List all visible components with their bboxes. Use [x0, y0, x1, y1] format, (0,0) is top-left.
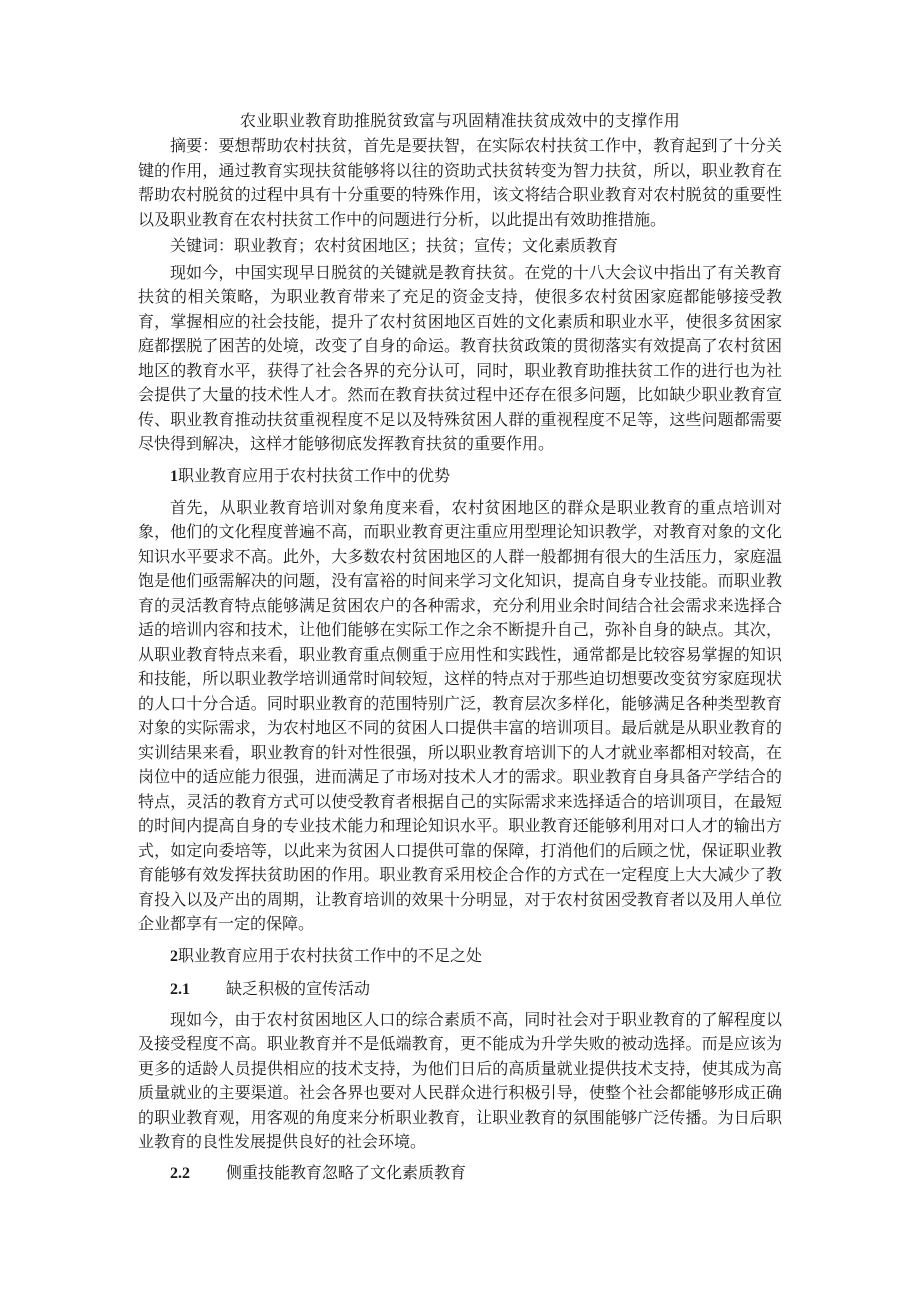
- section-2-number: 2: [170, 947, 178, 965]
- subsection-2-1-number: 2.1: [170, 980, 190, 998]
- section-2-title: 职业教育应用于农村扶贫工作中的不足之处: [178, 945, 483, 965]
- section-1-heading: [138, 463, 782, 490]
- section-1-body: 首先，从职业教育培训对象角度来看，农村贫困地区的群众是职业教育的重点培训对象，他们的文化程度普遍不高，而职业教育更注重应用型理论知识教学，对教育对象的文化知识水平要求不高。此外，大多数农村贫困地区的人群一般都拥有很大的生活压力，家庭温饱是他们亟需解决的问题，没有富裕的时间来学习文化知识，提高自身专业技能。而职业教育的灵活教育特点能够满足贫困农户的各种需求，充分利用业余时间结合社会需求来选择合适的培训内容和技术，让他们能够在实际工作之余不断提升自己，弥补自身的缺点。其次，从职业教育特点来看，职业教育重点侧重于应用性和实践性，通常都是比较容易掌握的知识和技能，所以职业教学培训通常时间较短，这样的特点对于那些迫切想要改变贫穷家庭现状的人口十分合适。同时职业教育的范围特别广泛，教育层次多样化，能够满足各种类型教育对象的实际需求，为农村地区不同的贫困人口提供丰富的培训项目。最后就是从职业教育的实训结果来看，职业教育的针对性很强，所以职业教育培训下的人才就业率都相对较高，在岗位中的适应能力很强，进而满足了市场对技术人才的需求。职业教育自身具备产学结合的特点，灵活的教育方式可以使受教育者根据自己的实际需求来选择适合的培训项目，在最短的时间内提高自身的专业技术能力和理论知识水平。职业教育还能够利用对口人才的输出方式，如定向委培等，以此来为贫困人口提供可靠的保障，打消他们的后顾之忧，保证职业教育能够有效发挥扶贫助困的作用。职业教育采用校企合作的方式在一定程度上大大减少了教育投入以及产出的周期，让教育培训的效果十分明显，对于农村贫困受教育者以及用人单位企业都享有一定的保障。: [138, 497, 782, 933]
- abstract-paragraph: 摘要：要想帮助农村扶贫，首先是要扶智，在实际农村扶贫工作中，教育起到了十分关键的作用，通过教育实现扶贫能够将以往的资助式扶贫转变为智力扶贫，所以，职业教育在帮助农村脱贫的过程中具有十分重要的特殊作用，该文将结合职业教育对农村脱贫的重要性以及职业教育在农村扶贫工作中的问题进行分析，以此提出有效助推措施。: [138, 136, 782, 229]
- subsection-2-1-heading: [138, 976, 782, 1003]
- subsection-2-1-title: 缺乏积极的宣传活动: [226, 978, 371, 998]
- subsection-2-2-heading: [138, 1160, 782, 1187]
- subsection-2-1-body: 现如今，由于农村贫困地区人口的综合素质不高，同时社会对于职业教育的了解程度以及接受程度不高。职业教育并不是低端教育，更不能成为升学失败的被动选择。而是应该为更多的适龄人员提供相应的技术支持，为他们日后的高质量就业提供技术支持，使其成为高质量就业的主要渠道。社会各界也要对人民群众进行积极引导，使整个社会都能够形成正确的职业教育观，用客观的角度来分析职业教育，让职业教育的氛围能够广泛传播。为日后职业教育的良性发展提供良好的社会环境。: [138, 1009, 782, 1151]
- keywords-line: 关键词：职业教育；农村贫困地区；扶贫；宣传；文化素质教育: [170, 236, 619, 255]
- document-page: [138, 108, 782, 1192]
- document-title: 农业职业教育助推脱贫致富与巩固精准扶贫成效中的支撑作用: [239, 111, 681, 130]
- subsection-2-2-title: 侧重技能教育忽略了文化素质教育: [226, 1162, 467, 1182]
- subsection-2-2-number: 2.2: [170, 1164, 190, 1182]
- section-1-number: 1: [170, 467, 178, 485]
- section-1-title: 职业教育应用于农村扶贫工作中的优势: [178, 465, 451, 485]
- intro-paragraph: 现如今，中国实现早日脱贫的关键就是教育扶贫。在党的十八大会议中指出了有关教育扶贫的相关策略，为职业教育带来了充足的资金支持，使很多农村贫困家庭都能够接受教育，掌握相应的社会技能，提升了农村贫困地区百姓的文化素质和职业水平，使很多贫困家庭都摆脱了困苦的处境，改变了自身的命运。教育扶贫政策的贯彻落实有效提高了农村贫困地区的教育水平，获得了社会各界的充分认可，同时，职业教育助推扶贫工作的进行也为社会提供了大量的技术性人才。然而在教育扶贫过程中还存在很多问题，比如缺少职业教育宣传、职业教育推动扶贫重视程度不足以及特殊贫困人群的重视程度不足等，这些问题都需要尽快得到解决，这样才能够彻底发挥教育扶贫的重要作用。: [138, 262, 782, 453]
- section-2-heading: [138, 943, 782, 970]
